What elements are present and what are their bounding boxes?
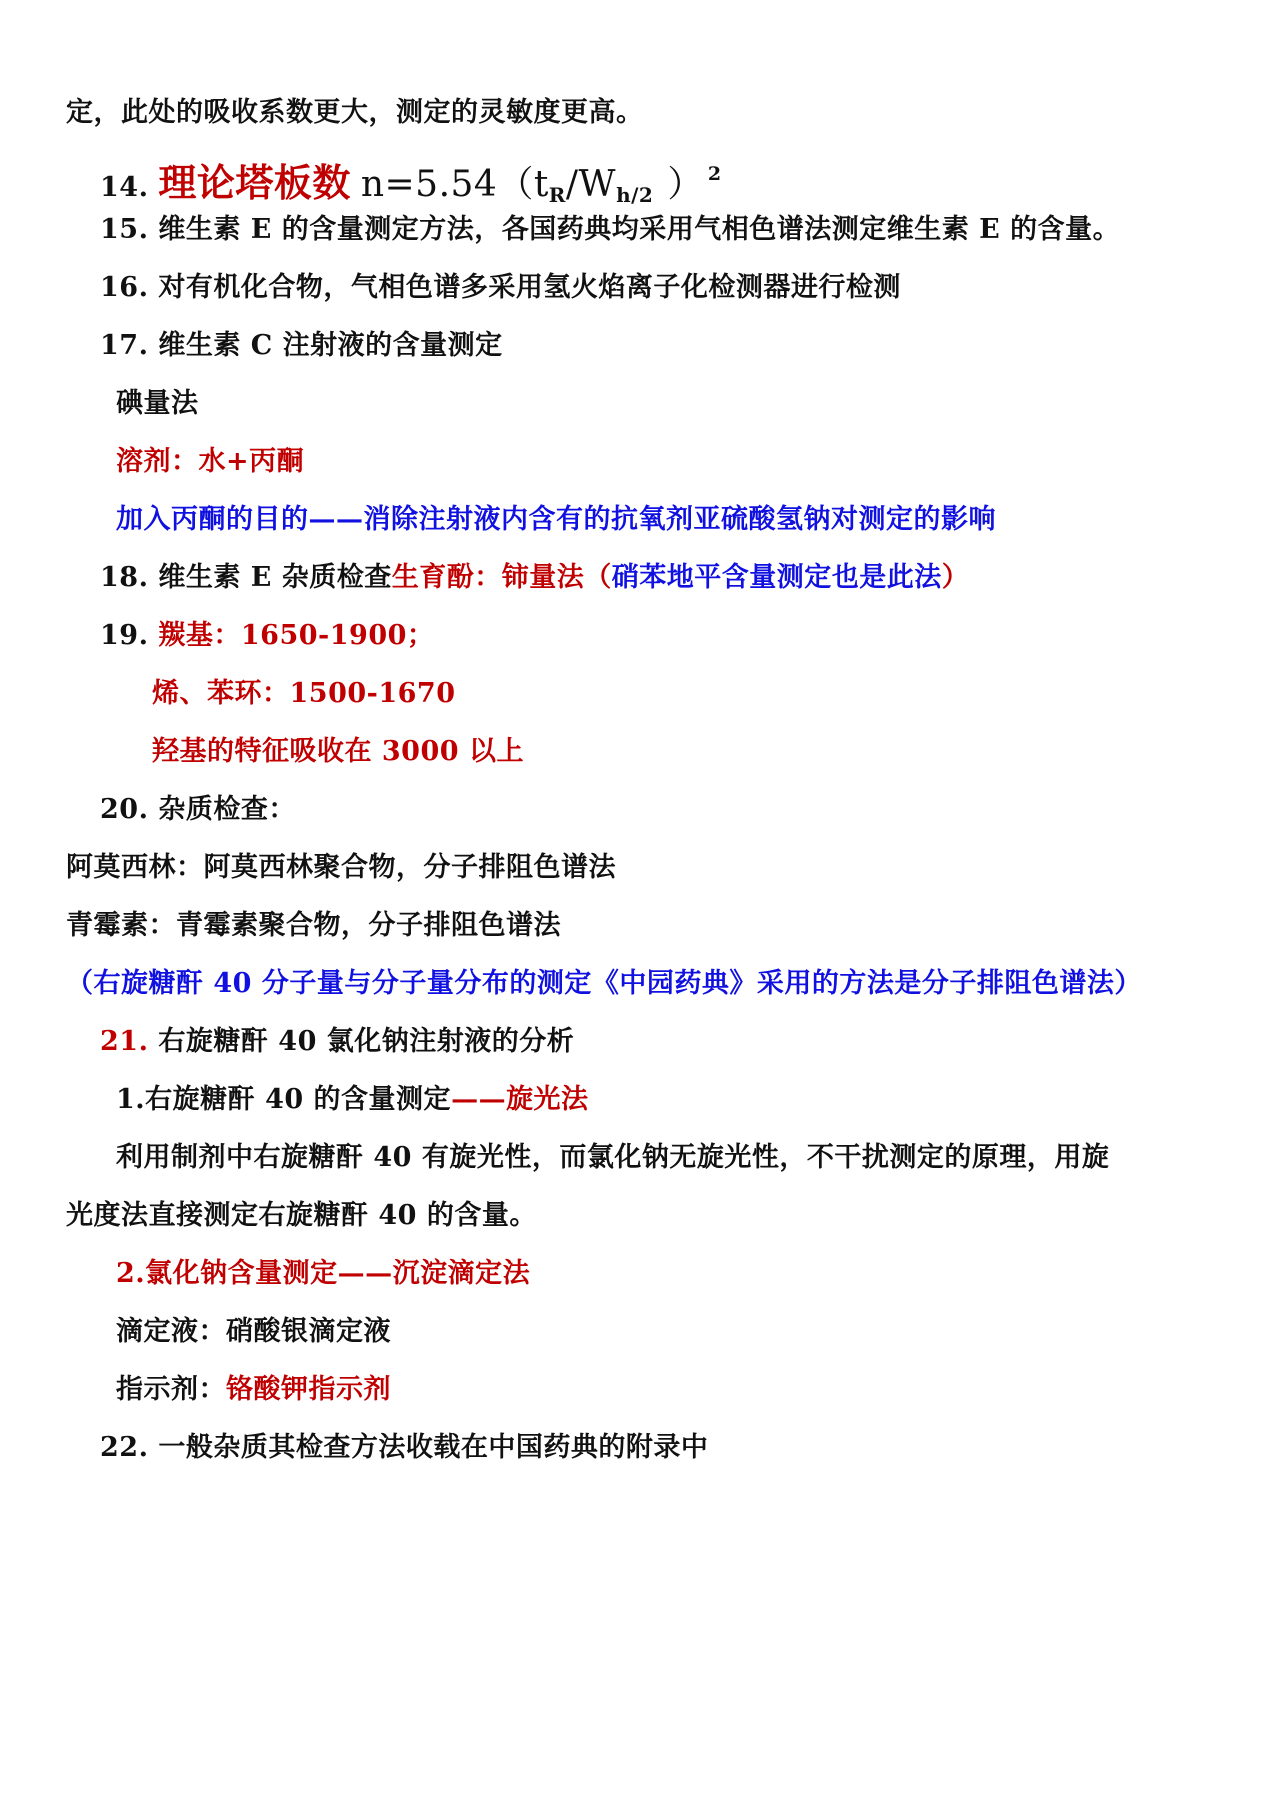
text-line-solvent: 溶剂：水+丙酮 [116,446,305,477]
line-18-part-a: 18. 维生素 E 杂质检查 [100,562,392,593]
line-19-number: 19. [100,620,149,651]
text-line-19 [100,618,434,654]
text-line-18 [100,560,969,596]
text-line-22: 22. 一般杂质其检查方法收载在中国药典的附录中 [100,1432,709,1463]
item-number: 14. [100,172,149,203]
theoretical-plate-title: 理论塔板数 [158,160,351,205]
line-18-part-d: ） [941,562,970,593]
text-line-titrant: 滴定液：硝酸银滴定液 [116,1316,391,1347]
text-line-iodometry: 碘量法 [116,388,199,419]
line-21-text: 右旋糖酐 40 氯化钠注射液的分析 [158,1026,575,1057]
indicator-label: 指示剂： [116,1374,226,1405]
text-line-hydroxyl: 羟基的特征吸收在 3000 以上 [152,736,524,767]
dextran-assay-part-a: 1.右旋糖酐 40 的含量测定 [116,1084,452,1115]
text-line-dextran-assay [116,1082,589,1118]
formula-part-b: /W [565,164,617,205]
text-line-nacl-assay: 2.氯化钠含量测定——沉淀滴定法 [116,1258,531,1289]
line-21-number: 21. [100,1026,149,1057]
text-line-principle-2: 光度法直接测定右旋糖酐 40 的含量。 [66,1200,537,1231]
indicator-value: 铬酸钾指示剂 [226,1374,391,1405]
text-line-amoxicillin: 阿莫西林：阿莫西林聚合物，分子排阻色谱法 [66,852,616,883]
text-line-14 [100,150,722,207]
formula-subscript-r: R [548,183,566,207]
formula-subscript-h: h/2 [616,183,654,207]
text-line-20: 20. 杂质检查： [100,794,296,825]
text-line-dextran-note: （右旋糖酐 40 分子量与分子量分布的测定《中园药典》采用的方法是分子排阻色谱法） [66,968,1142,999]
text-line-acetone-purpose: 加入丙酮的目的——消除注射液内含有的抗氧剂亚硫酸氢钠对测定的影响 [116,504,996,535]
formula-part-c: ） [667,164,704,205]
line-18-part-c: 硝苯地平含量测定也是此法 [611,562,942,593]
text-line-16: 16. 对有机化合物，气相色谱多采用氢火焰离子化检测器进行检测 [100,272,901,303]
text-line-17: 17. 维生素 C 注射液的含量测定 [100,330,503,361]
line-18-part-b: 生育酚：铈量法（ [391,562,612,593]
text-line-21 [100,1024,574,1060]
text-line-1: 定，此处的吸收系数更大，测定的灵敏度更高。 [66,97,644,128]
line-19-text: 羰基：1650-1900； [158,620,435,651]
text-line-penicillin: 青霉素：青霉素聚合物，分子排阻色谱法 [66,910,561,941]
text-line-principle-1: 利用制剂中右旋糖酐 40 有旋光性，而氯化钠无旋光性，不干扰测定的原理，用旋 [116,1142,1110,1173]
dextran-assay-part-b: ——旋光法 [451,1084,589,1115]
formula-superscript: 2 [707,163,722,185]
text-line-alkene: 烯、苯环：1500-1670 [152,678,456,709]
text-line-indicator [116,1372,391,1408]
formula-part-a: n=5.54（t [360,164,549,205]
text-line-15: 15. 维生素 E 的含量测定方法，各国药典均采用气相色谱法测定维生素 E 的含量。 [100,214,1121,245]
